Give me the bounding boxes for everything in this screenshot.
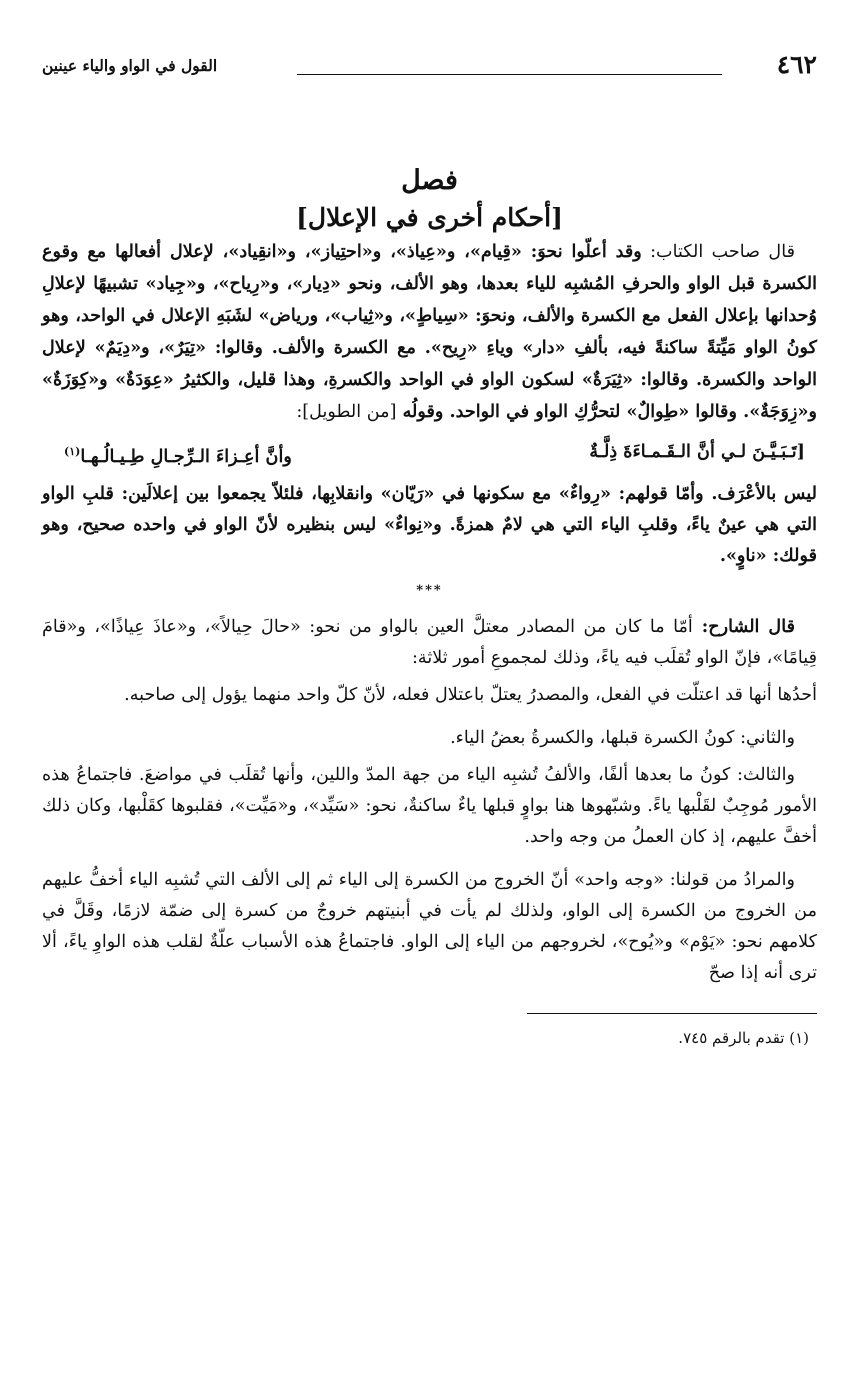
- verse-second-hemistich: [64, 436, 292, 472]
- verse-first-hemistich: [تَـبَـيَّـنَ لـي أنَّ الـقَـمـاءَةَ ذِلَّـةٌ: [589, 441, 805, 462]
- commentator-label: قال الشارح:: [692, 615, 795, 637]
- reason-second-paragraph: والثاني: كونُ الكسرة قبلها، والكسرةُ بعضُ الياء.: [450, 727, 795, 748]
- section-title: فصل: [401, 165, 458, 196]
- commentary-paragraph: [42, 611, 817, 674]
- commentary-text: أمّا ما كان من المصادر معتلَّ العين بالواو من نحو: «حالَ حِيالاً»، و«عاذَ عِياذًا»، و«قامَ قِيامًا»، فإنّ الواو تُقلَب فيه ياءً، وذلك لمجموعِ أمور ثلاثة:: [42, 616, 817, 668]
- footnote-reference: (١): [64, 445, 81, 458]
- header-rule: [297, 74, 722, 75]
- meter-label: [من الطويل]:: [296, 402, 397, 422]
- reason-third-paragraph: والثالث: كونُ ما بعدها ألفًا، والألفُ تُشبِه الياء من جهة المدّ واللين، وأنها تُقلَب في مواضعَ. فاجتماعُ هذه الأمور مُوجِبٌ لقَلْبها ياءً. وشبّهوها هنا بواوٍ قبلها ياءٌ ساكنةٌ، نحو: «سَيِّد»، و«مَيِّت»، فقلبوها كقَلْبها، وكان ذلك أخفَّ عليهم، إذ كان العملُ من وجه واحد.: [42, 764, 817, 847]
- author-text-paragraph: [42, 236, 817, 428]
- author-label: قال صاحب الكتاب:: [641, 242, 795, 262]
- section-subtitle: [أحكام أخرى في الإعلال]: [296, 203, 563, 232]
- explanation-paragraph: والمرادُ من قولنا: «وجه واحد» أنّ الخروج من الكسرة إلى الياء ثم إلى الألف التي تُشبِه الياء أخفُّ عليهم من الخروج من الكسرة إلى الواو، ولذلك لم يأت في أبنيتهم خروجٌ من كسرة إلى ضمّة لازمًا، وقَلَّ في كلامهم نحو: «يَوْم» و«يُوح»، لخروجهم من الياء إلى الواو. فاجتماعُ هذه الأسباب علّةٌ لقلب هذه الواوِ ياءً، ألا ترى أنه إذا صحّ: [42, 869, 817, 983]
- page-content: [42, 50, 817, 1052]
- author-text-continuation: ليس بالأعْرَف. وأمّا قولهم: «رِواءٌ» مع سكونها في «رَيّان» وانقلابِها، فلئلاّ يجمعوا بين إعلالَين: قلبِ الواو التي هي عينٌ ياءً، وقلبِ الياء التي هي لامٌ همزةً. و«نِواءٌ» ليس بنظيره لأنّ الواو في واحده صحيح، وهو قولك: «ناوٍ».: [42, 482, 817, 566]
- verse-second-hemistich-text: وأنَّ أعِـزاءَ الـرِّجـالِ طِـيـالُـهـا: [80, 445, 292, 467]
- footnote-rule: [527, 1013, 817, 1014]
- running-header: [42, 50, 817, 84]
- page-number: ٤٦٢: [776, 50, 817, 79]
- running-title: القول في الواو والياء عينين: [42, 56, 218, 75]
- author-text-bold: وقد أعلّوا نحوَ: «قِيام»، و«عِياذ»، و«احتِياز»، و«انقِياد»، لإعلال أفعالها مع وقوع الكسرة قبل الواو والحرفِ المُشبِه للياء بعدها، وهو الألف، ونحو «دِيار»، و«رِياح»، و«جِياد» تشبيهًا لإعلالِ وُحدانها بإعلال الفعل مع الكسرة والألف، ونحوَ: «سِياطٍ»، و«ثِياب»، ورياض» لشَبَهِ الإعلال في الواحد، وهو كونُ الواو مَيِّتةً ساكنةً فيه، بألفِ «دار» وياءِ «رِيح». مع الكسرة والألف. وقالوا: «تِيَرٌ»، و«دِيَمٌ» لإعلال الواحد والكسرة. وقالوا: «ثِيَرَةٌ» لسكون الواو في الواحد والكسرةِ، وهذا قليل، والكثيرُ «عِوَدَةٌ» و«كِوَزَةٌ» و«زِوَجَةٌ». وقالوا «طِوالٌ» لتحرُّكِ الواو في الواحد. وقولُه: [42, 241, 817, 422]
- reason-first-paragraph: أحدُها أنها قد اعتلّت في الفعل، والمصدرُ يعتلّ باعتلال فعله، لأنّ كلّ واحد منهما يؤول إلى صاحبه.: [124, 684, 817, 705]
- poetry-verse: [64, 436, 805, 472]
- footnote: (١) تقدم بالرقم ٧٤٥.: [678, 1028, 809, 1047]
- section-separator: ***: [416, 582, 443, 598]
